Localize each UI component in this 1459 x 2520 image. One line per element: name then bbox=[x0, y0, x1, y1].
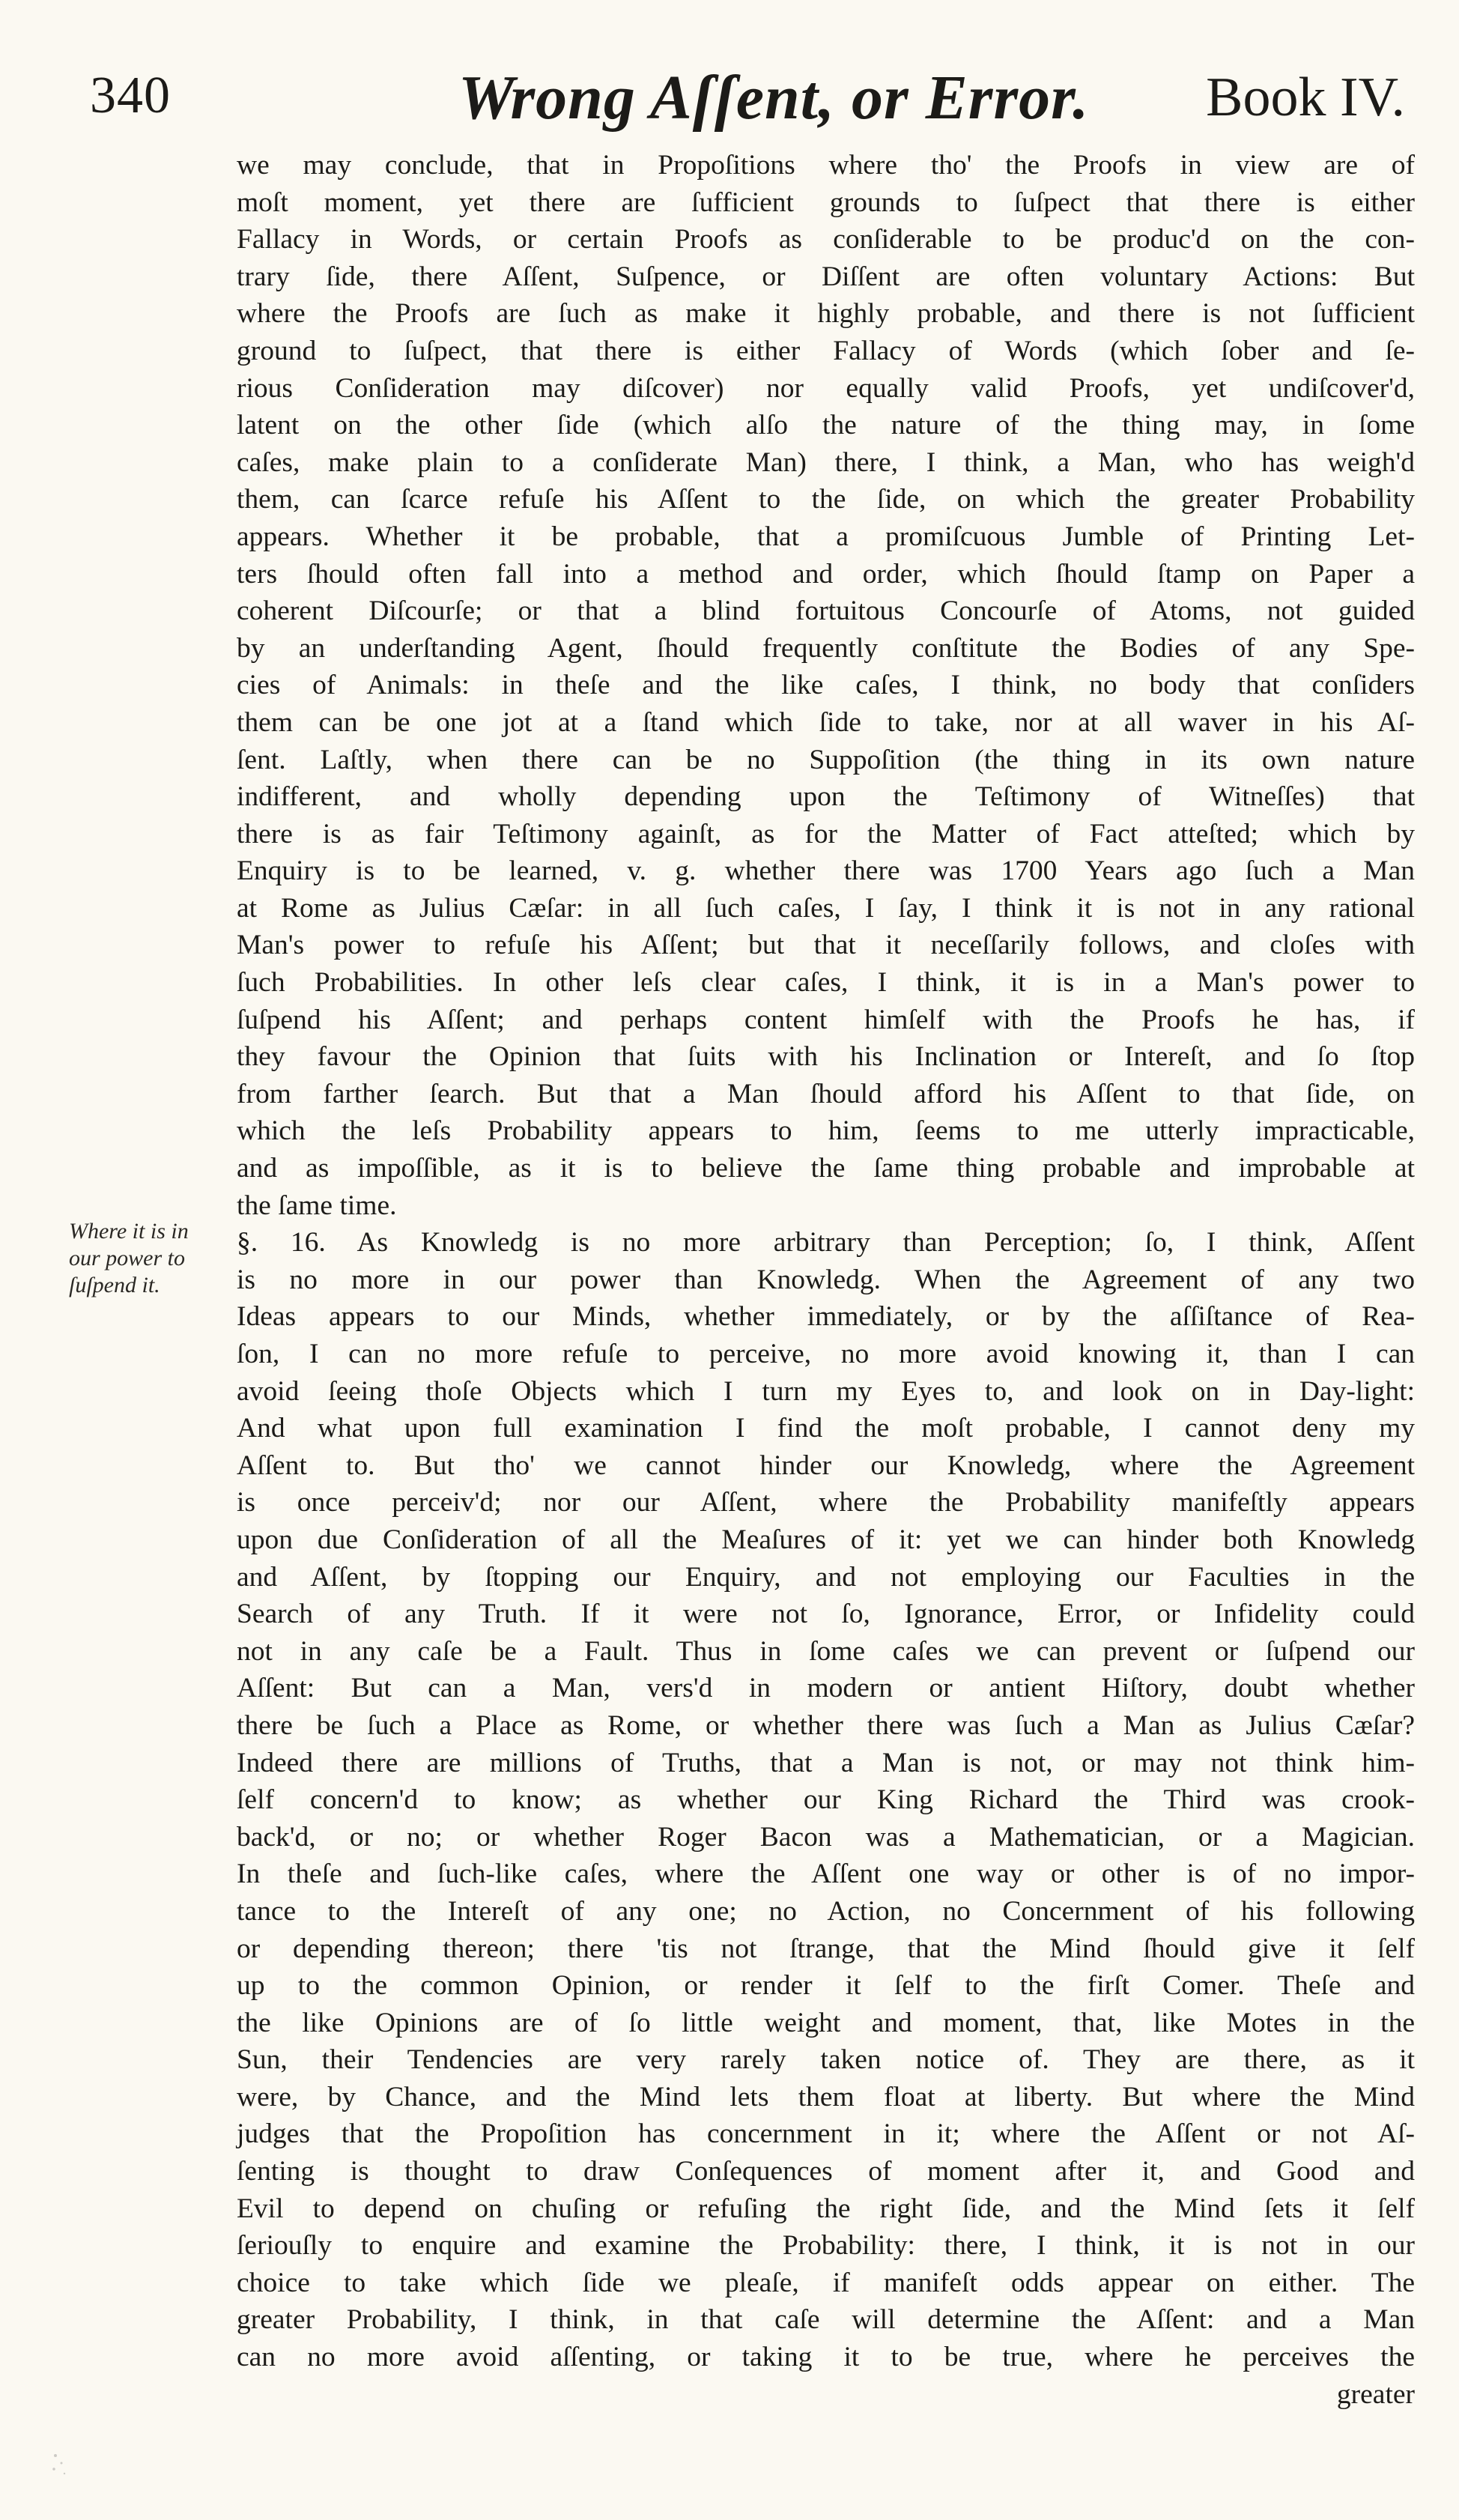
text-line: Aſſent to. But tho' we cannot hinder our Knowledg, where the Agreement bbox=[237, 1450, 1415, 1481]
text-line: ſon, I can no more refuſe to perceive, no more avoid knowing it, than I can bbox=[237, 1339, 1415, 1369]
text-line: Fallacy in Words, or certain Proofs as conſiderable to be produc'd on the con- bbox=[237, 224, 1415, 255]
text-line: ſuch Probabilities. In other leſs clear caſes, I think, it is in a Man's power to bbox=[237, 967, 1415, 999]
text-line: which the leſs Probability appears to him, ſeems to me utterly impracticable, bbox=[237, 1115, 1415, 1147]
text-line: Ideas appears to our Minds, whether immediately, or by the aſſiſtance of Rea- bbox=[237, 1301, 1415, 1333]
text-line: Sun, their Tendencies are very rarely taken notice of. They are there, as it bbox=[237, 2044, 1415, 2076]
text-line: ſent. Laſtly, when there can be no Suppoſition (the thing in its own nature bbox=[237, 744, 1415, 775]
text-line: at Rome as Julius Cæſar: in all ſuch caſes, I ſay, I think it is not in any rational bbox=[237, 892, 1415, 924]
ink-stain-mark bbox=[48, 2448, 73, 2478]
text-line: Indeed there are millions of Truths, that a Man is not, or may not think him- bbox=[237, 1747, 1415, 1778]
text-line: caſes, make plain to a conſiderate Man) there, I think, a Man, who has weigh'd bbox=[237, 446, 1415, 478]
running-title: Wrong Aſſent, or Error. bbox=[458, 63, 1090, 133]
text-line: them can be one jot at a ſtand which ſide to take, nor at all waver in his Aſ- bbox=[237, 706, 1415, 738]
text-line: ters ſhould often fall into a method and order, which ſhould ſtamp on Paper a bbox=[237, 558, 1415, 590]
text-line: choice to take which ſide we pleaſe, if manifeſt odds appear on either. The bbox=[237, 2267, 1415, 2298]
text-line: from farther ſearch. But that a Man ſhould afford his Aſſent to that ſide, on bbox=[237, 1078, 1415, 1109]
body-text bbox=[237, 147, 1415, 2413]
text-line: or depending thereon; there 'tis not ſtrange, that the Mind ſhould give it ſelf bbox=[237, 1933, 1415, 1964]
text-line: trary ſide, there Aſſent, Suſpence, or Diſſent are often voluntary Actions: But bbox=[237, 261, 1415, 292]
text-line: there be ſuch a Place as Rome, or whether there was ſuch a Man as Julius Cæſar? bbox=[237, 1709, 1415, 1741]
text-line: And what upon full examination I find the moſt probable, I cannot deny my bbox=[237, 1413, 1415, 1444]
text-line: Search of any Truth. If it were not ſo, Ignorance, Error, or Infidelity could bbox=[237, 1599, 1415, 1630]
text-line: moſt moment, yet there are ſufficient grounds to ſuſpect that there is either bbox=[237, 187, 1415, 218]
text-line: Enquiry is to be learned, v. g. whether there was 1700 Years ago ſuch a Man bbox=[237, 855, 1415, 887]
text-line: ſelf concern'd to know; as whether our King Richard the Third was crook- bbox=[237, 1784, 1415, 1816]
text-line: cies of Animals: in theſe and the like caſes, I think, no body that conſiders bbox=[237, 670, 1415, 701]
margin-note-line: ſuſpend it. bbox=[69, 1273, 160, 1297]
margin-note-line: Where it is in bbox=[69, 1219, 189, 1244]
text-line: back'd, or no; or whether Roger Bacon was a Mathematician, or a Magician. bbox=[237, 1821, 1415, 1853]
text-line: Aſſent: But can a Man, vers'd in modern or antient Hiſtory, doubt whether bbox=[237, 1673, 1415, 1704]
text-line: Man's power to refuſe his Aſſent; but that it neceſſarily follows, and cloſes with bbox=[237, 930, 1415, 961]
text-line: where the Proofs are ſuch as make it highly probable, and there is not ſufficient bbox=[237, 298, 1415, 330]
text-line: them, can ſcarce refuſe his Aſſent to the ſide, on which the greater Probability bbox=[237, 484, 1415, 515]
text-line: ground to ſuſpect, that there is either Fallacy of Words (which ſober and ſe- bbox=[237, 335, 1415, 366]
text-line: is once perceiv'd; nor our Aſſent, where the Probability manifeſtly appears bbox=[237, 1487, 1415, 1518]
text-line: In theſe and ſuch-like caſes, where the Aſſent one way or other is of no impor- bbox=[237, 1859, 1415, 1890]
text-line: ſeriouſly to enquire and examine the Probability: there, I think, it is not in our bbox=[237, 2230, 1415, 2262]
text-line: latent on the other ſide (which alſo the nature of the thing may, in ſome bbox=[237, 410, 1415, 441]
text-line: avoid ſeeing thoſe Objects which I turn my Eyes to, and look on in Day-light: bbox=[237, 1375, 1415, 1407]
text-line: ſuſpend his Aſſent; and perhaps content himſelf with the Proofs he has, if bbox=[237, 1004, 1415, 1035]
text-line: not in any caſe be a Fault. Thus in ſome caſes we can prevent or ſuſpend our bbox=[237, 1635, 1415, 1667]
text-line: were, by Chance, and the Mind lets them float at liberty. But where the Mind bbox=[237, 2081, 1415, 2112]
text-line: ſenting is thought to draw Conſequences of moment after it, and Good and bbox=[237, 2156, 1415, 2187]
margin-note-line: our power to bbox=[69, 1246, 186, 1270]
text-line: they favour the Opinion that ſuits with his Inclination or Intereſt, and ſo ſtop bbox=[237, 1041, 1415, 1073]
text-line: the like Opinions are of ſo little weight and moment, that, like Motes in the bbox=[237, 2007, 1415, 2038]
text-line: and Aſſent, by ſtopping our Enquiry, and not employing our Faculties in the bbox=[237, 1561, 1415, 1593]
text-line: greater Probability, I think, in that caſe will determine the Aſſent: and a Man bbox=[237, 2304, 1415, 2336]
text-line: judges that the Propoſition has concernment in it; where the Aſſent or not Aſ- bbox=[237, 2118, 1415, 2150]
text-line: coherent Diſcourſe; or that a blind fortuitous Concourſe of Atoms, not guided bbox=[237, 596, 1415, 627]
text-line: greater bbox=[1336, 2378, 1415, 2410]
text-line: is no more in our power than Knowledg. When the Agreement of any two bbox=[237, 1264, 1415, 1295]
text-line: can no more avoid aſſenting, or taking it to be true, where he perceives the bbox=[237, 2342, 1415, 2373]
text-line: §. 16. As Knowledg is no more arbitrary than Perception; ſo, I think, Aſſent bbox=[237, 1227, 1415, 1259]
text-line: Evil to depend on chuſing or refuſing the right ſide, and the Mind ſets it ſelf bbox=[237, 2193, 1415, 2224]
margin-note bbox=[69, 1218, 234, 1299]
text-line: by an underſtanding Agent, ſhould frequently conſtitute the Bodies of any Spe- bbox=[237, 632, 1415, 664]
text-line: and as impoſſible, as it is to believe the ſame thing probable and improbable at bbox=[237, 1153, 1415, 1184]
page-number: 340 bbox=[90, 67, 171, 124]
text-line: upon due Conſideration of all the Meaſures of it: yet we can hinder both Knowledg bbox=[237, 1524, 1415, 1555]
book-label: Book IV. bbox=[1206, 67, 1405, 128]
text-line: we may conclude, that in Propoſitions where tho' the Proofs in view are of bbox=[237, 150, 1415, 181]
text-line: tance to the Intereſt of any one; no Action, no Concernment of his following bbox=[237, 1895, 1415, 1927]
text-line: appears. Whether it be probable, that a promiſcuous Jumble of Printing Let- bbox=[237, 521, 1415, 552]
text-line: rious Conſideration may diſcover) nor equally valid Proofs, yet undiſcover'd, bbox=[237, 372, 1415, 404]
text-line: indifferent, and wholly depending upon the Teſtimony of Witneſſes) that bbox=[237, 781, 1415, 813]
text-line: up to the common Opinion, or render it ſelf to the firſt Comer. Theſe and bbox=[237, 1970, 1415, 2002]
text-line: there is as fair Teſtimony againſt, as for the Matter of Fact atteſted; which by bbox=[237, 818, 1415, 849]
text-line: the ſame time. bbox=[237, 1190, 397, 1221]
